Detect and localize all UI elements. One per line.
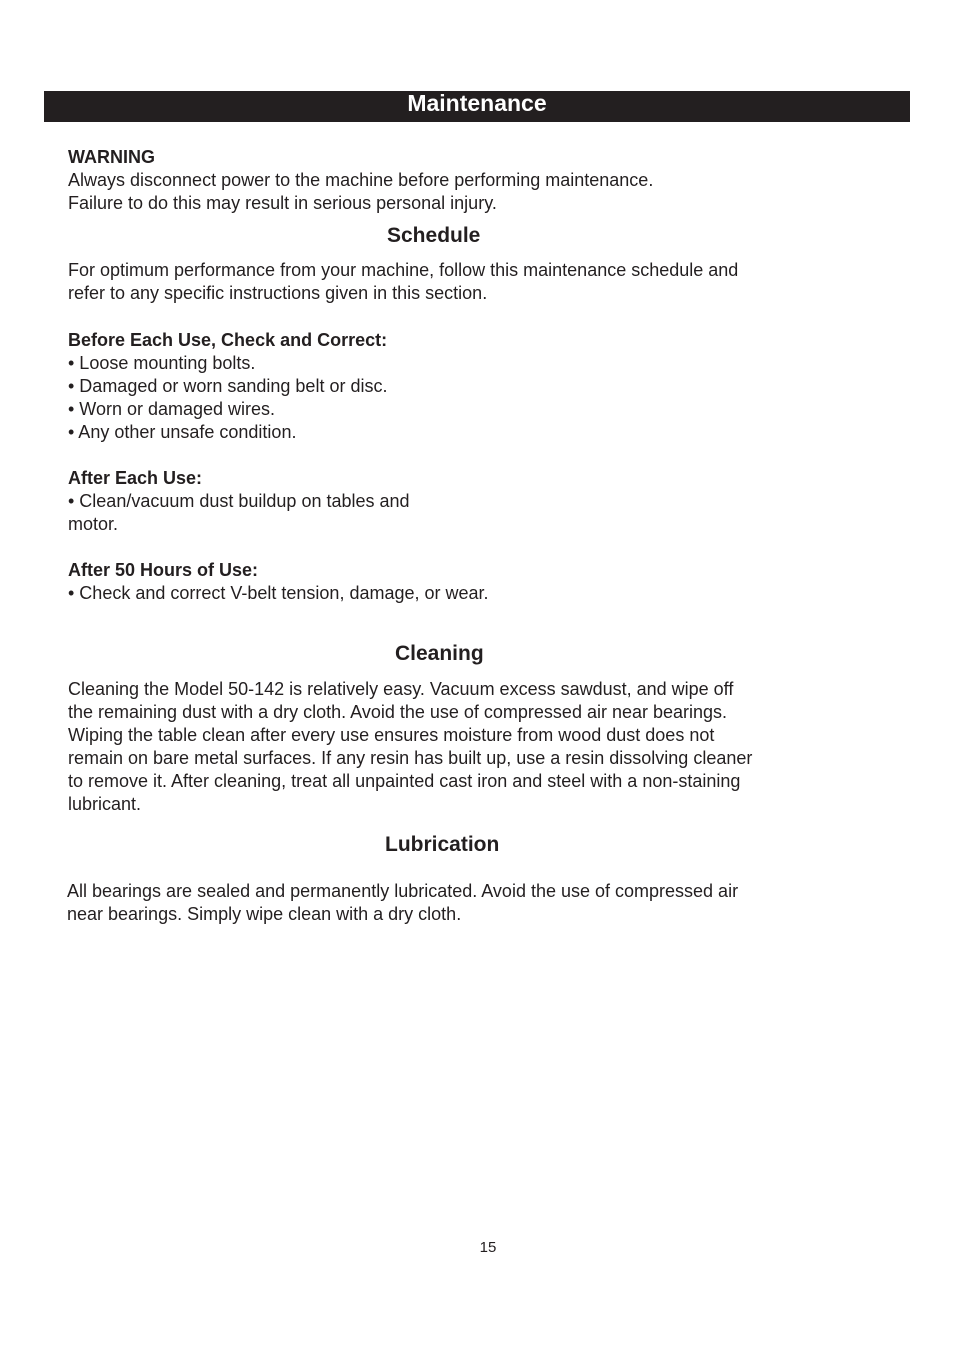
after-50-hours-block bbox=[68, 559, 808, 605]
list-item: motor. bbox=[68, 514, 119, 534]
lubrication-paragraph bbox=[67, 880, 807, 926]
schedule-intro-line: refer to any specific instructions given in this section. bbox=[68, 283, 488, 303]
after-each-use-label: After Each Use: bbox=[68, 468, 203, 488]
lubrication-line: All bearings are sealed and permanently lubricated. Avoid the use of compressed air bbox=[67, 881, 739, 901]
lubrication-heading: Lubrication bbox=[385, 833, 500, 856]
after-50-hours-label: After 50 Hours of Use: bbox=[68, 560, 259, 580]
warning-line: Always disconnect power to the machine before performing maintenance. bbox=[68, 170, 654, 190]
list-item: • Worn or damaged wires. bbox=[68, 399, 276, 419]
warning-block bbox=[68, 146, 808, 215]
schedule-heading: Schedule bbox=[387, 224, 481, 247]
list-item: • Clean/vacuum dust buildup on tables and bbox=[68, 491, 410, 511]
cleaning-line: remain on bare metal surfaces. If any resin has built up, use a resin dissolving cleaner bbox=[68, 748, 753, 768]
page-number: 15 bbox=[479, 1239, 497, 1256]
cleaning-line: Cleaning the Model 50-142 is relatively easy. Vacuum excess sawdust, and wipe off bbox=[68, 679, 734, 699]
cleaning-line: to remove it. After cleaning, treat all unpainted cast iron and steel with a non-staining bbox=[68, 771, 741, 791]
warning-line: Failure to do this may result in serious personal injury. bbox=[68, 193, 497, 213]
section-title-bar bbox=[44, 91, 910, 122]
cleaning-heading: Cleaning bbox=[395, 642, 484, 665]
schedule-intro-line: For optimum performance from your machine, follow this maintenance schedule and bbox=[68, 260, 739, 280]
before-each-use-label: Before Each Use, Check and Correct: bbox=[68, 330, 388, 350]
page-title: Maintenance bbox=[407, 90, 547, 116]
before-each-use-block bbox=[68, 329, 808, 444]
list-item: • Damaged or worn sanding belt or disc. bbox=[68, 376, 388, 396]
list-item: • Any other unsafe condition. bbox=[68, 422, 297, 442]
cleaning-paragraph bbox=[68, 678, 808, 816]
cleaning-line: Wiping the table clean after every use ensures moisture from wood dust does not bbox=[68, 725, 715, 745]
list-item: • Check and correct V-belt tension, damage, or wear. bbox=[68, 583, 489, 603]
schedule-intro bbox=[68, 259, 808, 305]
cleaning-line: the remaining dust with a dry cloth. Avoid the use of compressed air near bearings. bbox=[68, 702, 728, 722]
after-each-use-block bbox=[68, 467, 808, 536]
cleaning-line: lubricant. bbox=[68, 794, 142, 814]
list-item: • Loose mounting bolts. bbox=[68, 353, 256, 373]
lubrication-line: near bearings. Simply wipe clean with a dry cloth. bbox=[67, 904, 462, 924]
warning-label: WARNING bbox=[68, 147, 155, 167]
